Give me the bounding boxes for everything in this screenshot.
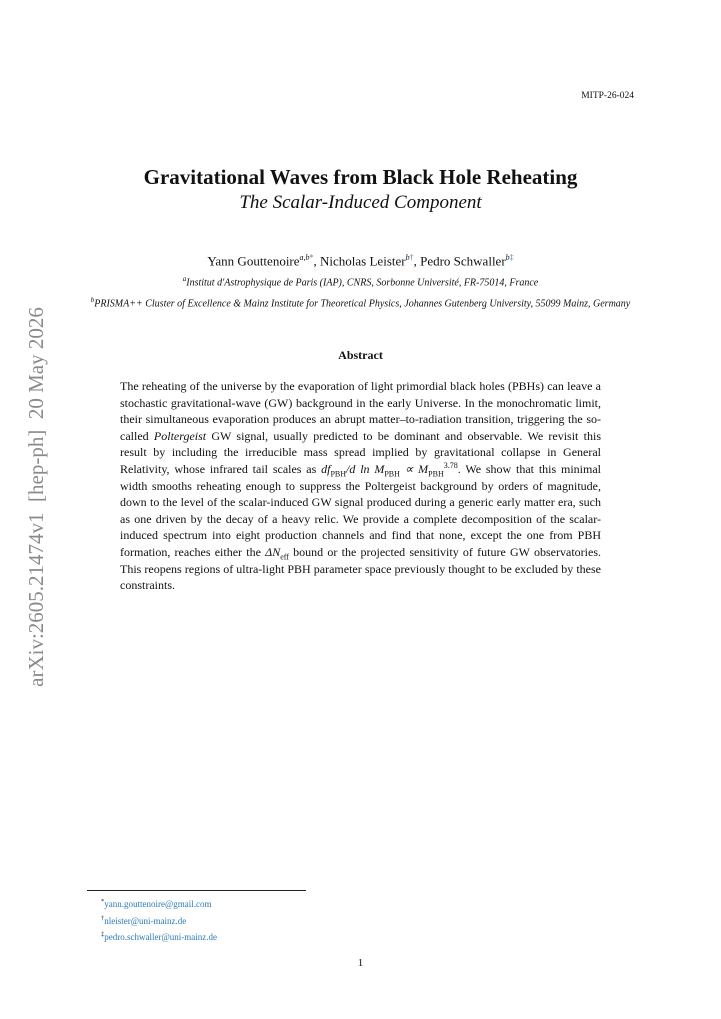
affiliation-a: $^a$Institut d'Astrophysique de Paris (IAP), CNRS, Sorbonne Université, FR-75014, France	[182, 275, 539, 289]
footnote-link[interactable]: †	[409, 253, 414, 262]
abstract-heading: Abstract	[338, 348, 383, 362]
report-number: MITP-26-024	[581, 91, 634, 101]
author-name: Nicholas Leister	[320, 253, 406, 269]
author-name: Yann Gouttenoire	[207, 253, 300, 269]
paper-title: Gravitational Waves from Black Hole Reheating	[143, 165, 578, 189]
arxiv-id-text: arXiv:2605.21474v1 [hep-ph] 20 May 2026	[24, 307, 48, 687]
footnote: †nleister@uni-mainz.de	[101, 914, 187, 926]
footnote-rule	[87, 890, 306, 891]
author-name: Pedro Schwaller	[420, 253, 506, 269]
footnote-link[interactable]: ‡	[509, 253, 514, 262]
author-affil: b	[405, 253, 410, 262]
email-link[interactable]: pedro.schwaller@uni-mainz.de	[104, 932, 217, 942]
email-link[interactable]: nleister@uni-mainz.de	[104, 915, 187, 926]
page-number: 1	[357, 957, 364, 969]
abstract-text: The reheating of the universe by the evaporation of light primordial black holes (PBHs) can leave a stochastic gravitational-wave (GW) background in the early Universe. In the monochromatic limit, their simultaneous evaporation produces an abrupt matter–to-radiation transition, triggering the so-called Poltergeist GW signal, usually predicted to be dominant and observable. We revisit this result by including the irreducible mass spread implied by gravitational collapse in General Relativity, whose infrared tail scales as $df_{PBH}/d$ $\ln M_{PBH} \propto M_{PBH}^{3.78}$. We show that this minimal width smooths reheating enough to suppress the Poltergeist background by orders of magnitude, down to the level of the scalar-induced GW signal produced during a generic early matter era, such as one driven by the decay of a heavy relic. We provide a complete decomposition of the scalar-induced spectrum into eight production channels and find that none, except the one from PBH formation, reaches either the $\Delta N_{eff}$ bound or the projected sensitivity of future GW observatories. This reopens regions of ultra-light PBH parameter space previously thought to be excluded by these constraints.	[120, 379, 601, 593]
author-affil: b	[505, 253, 510, 262]
mass-spread-formula: $df_{PBH}/d$ $\ln M_{PBH} \propto M_{PBH}^{3.78}$	[321, 460, 458, 479]
paper-subtitle: The Scalar-Induced Component	[239, 192, 482, 213]
delta-neff-symbol: $\Delta N_{eff}$	[265, 544, 289, 562]
email-link[interactable]: yann.gouttenoire@gmail.com	[104, 899, 212, 909]
author-list: Yann Gouttenoire$^{a,b*}$, Nicholas Leister$^{b\dagger}$, Pedro Schwaller$^{b\ddagger}$	[207, 253, 514, 269]
footnote: ‡pedro.schwaller@uni-mainz.de	[101, 931, 217, 942]
poltergeist-term: Poltergeist	[153, 428, 207, 443]
footnote-link[interactable]: *	[309, 253, 314, 262]
affiliation-b: $^b$PRISMA++ Cluster of Excellence & Mainz Institute for Theoretical Physics, Johannes Gutenberg University, 55099 Mainz, Germany	[90, 295, 631, 310]
footnote: *yann.gouttenoire@gmail.com	[101, 898, 212, 909]
affiliations	[90, 271, 631, 313]
footnotes	[101, 895, 217, 945]
author-affil: a,b	[299, 253, 310, 262]
